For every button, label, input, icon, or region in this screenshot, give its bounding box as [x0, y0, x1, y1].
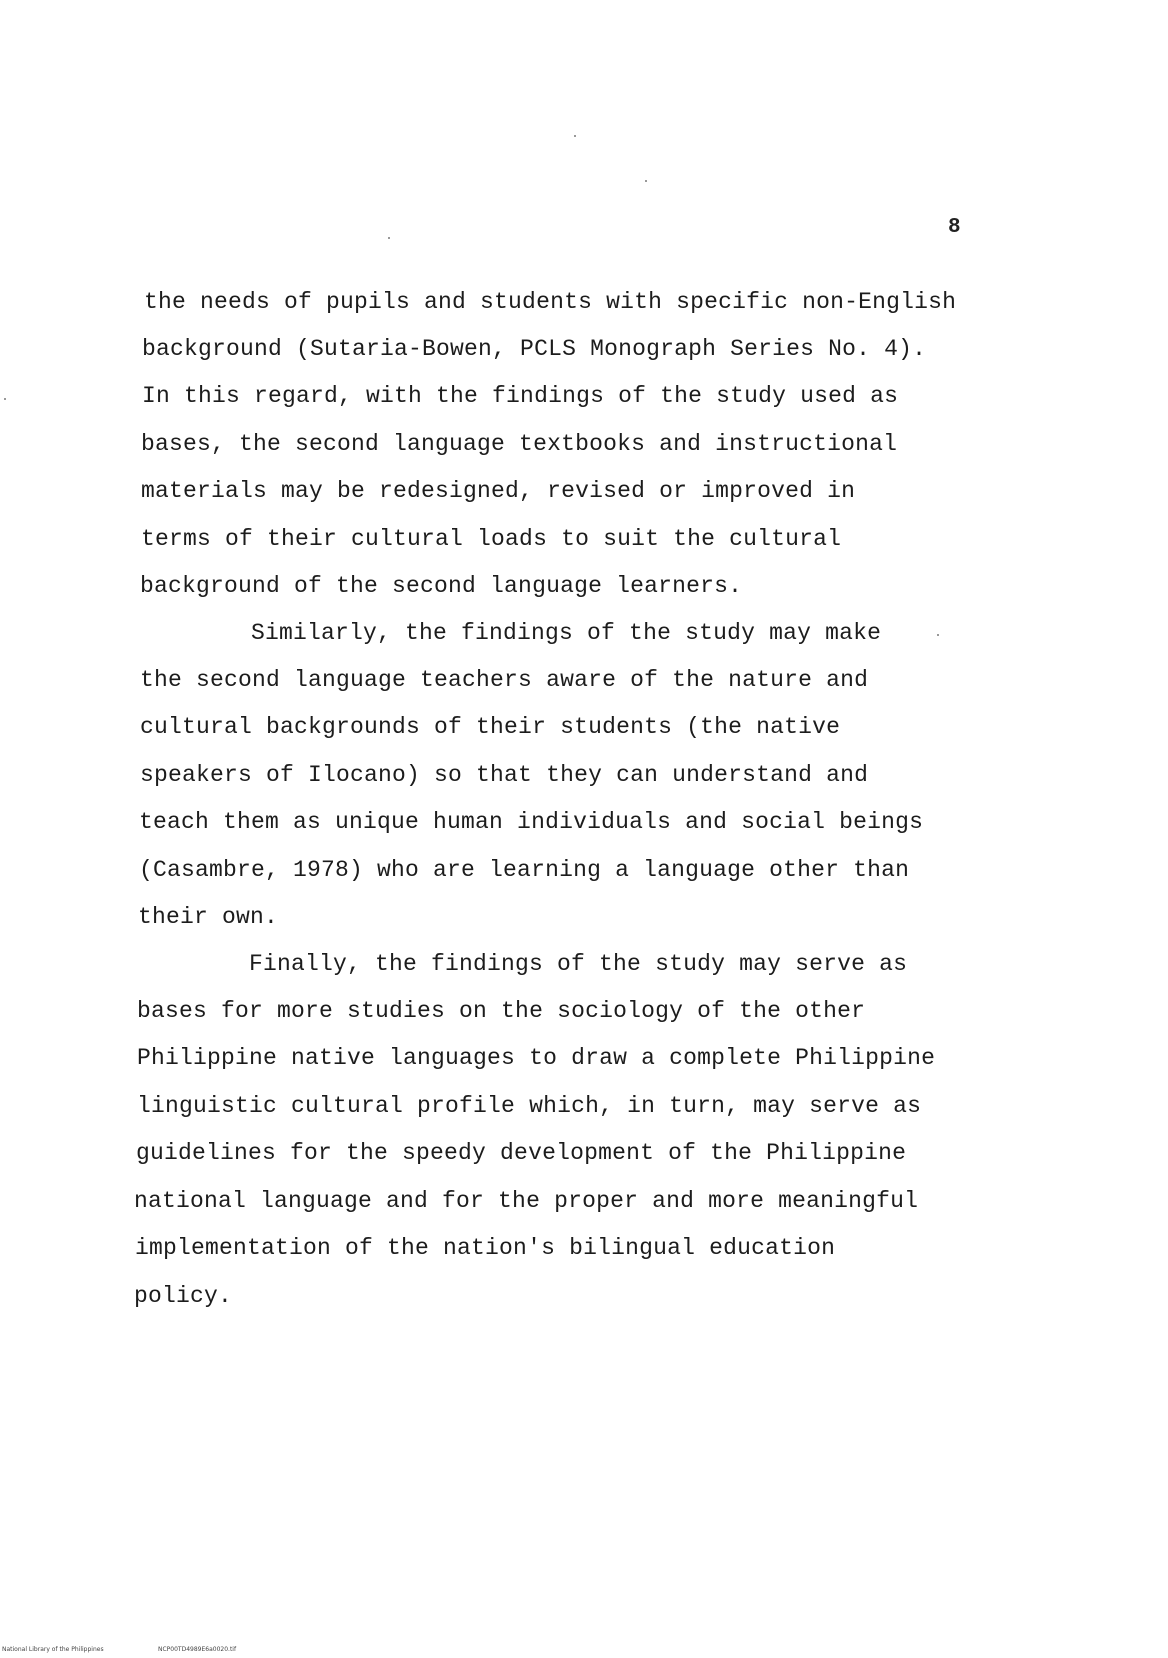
- paragraph-2-line-2: the second language teachers aware of the nature and: [140, 667, 869, 693]
- scan-speck: [4, 398, 6, 400]
- paragraph-3-line-5: guidelines for the speedy development of the Philippine: [136, 1140, 907, 1166]
- paragraph-2-line-6: (Casambre, 1978) who are learning a language other than: [139, 857, 910, 883]
- footer-file-id: NCP00TD4989E6a0020.tif: [158, 1646, 237, 1653]
- paragraph-1-line-6: terms of their cultural loads to suit the cultural: [141, 526, 842, 552]
- paragraph-2-line-5: teach them as unique human individuals and social beings: [139, 809, 924, 835]
- paragraph-1-line-7: background of the second language learners.: [140, 573, 743, 599]
- paragraph-1-line-5: materials may be redesigned, revised or improved in: [141, 478, 856, 504]
- footer-library-name: National Library of the Philippines: [2, 1646, 104, 1653]
- scan-speck: [574, 135, 576, 137]
- scan-speck: [645, 180, 647, 182]
- paragraph-2-line-1: Similarly, the findings of the study may make: [251, 620, 882, 646]
- paragraph-1-line-4: bases, the second language textbooks and instructional: [141, 431, 898, 457]
- paragraph-3-line-6: national language and for the proper and more meaningful: [134, 1188, 919, 1214]
- paragraph-3-line-1: Finally, the findings of the study may serve as: [249, 951, 908, 977]
- page-number: 8: [948, 216, 961, 239]
- paragraph-3-line-7: implementation of the nation's bilingual education: [135, 1235, 836, 1261]
- paragraph-1-line-2: background (Sutaria-Bowen, PCLS Monograph Series No. 4).: [142, 336, 927, 362]
- paragraph-1-line-1: the needs of pupils and students with specific non-English: [144, 289, 957, 315]
- paragraph-3-line-3: Philippine native languages to draw a complete Philippine: [137, 1045, 936, 1071]
- paragraph-2-line-4: speakers of Ilocano) so that they can understand and: [140, 762, 869, 788]
- scan-speck: [388, 237, 390, 239]
- paragraph-3-line-2: bases for more studies on the sociology of the other: [137, 998, 866, 1024]
- paragraph-2-line-3: cultural backgrounds of their students (the native: [140, 714, 841, 740]
- scan-speck: [937, 634, 939, 636]
- paragraph-2-line-7: their own.: [138, 904, 279, 930]
- paragraph-1-line-3: In this regard, with the findings of the study used as: [142, 383, 899, 409]
- paragraph-3-line-4: linguistic cultural profile which, in turn, may serve as: [137, 1093, 922, 1119]
- paragraph-3-line-8: policy.: [134, 1283, 233, 1309]
